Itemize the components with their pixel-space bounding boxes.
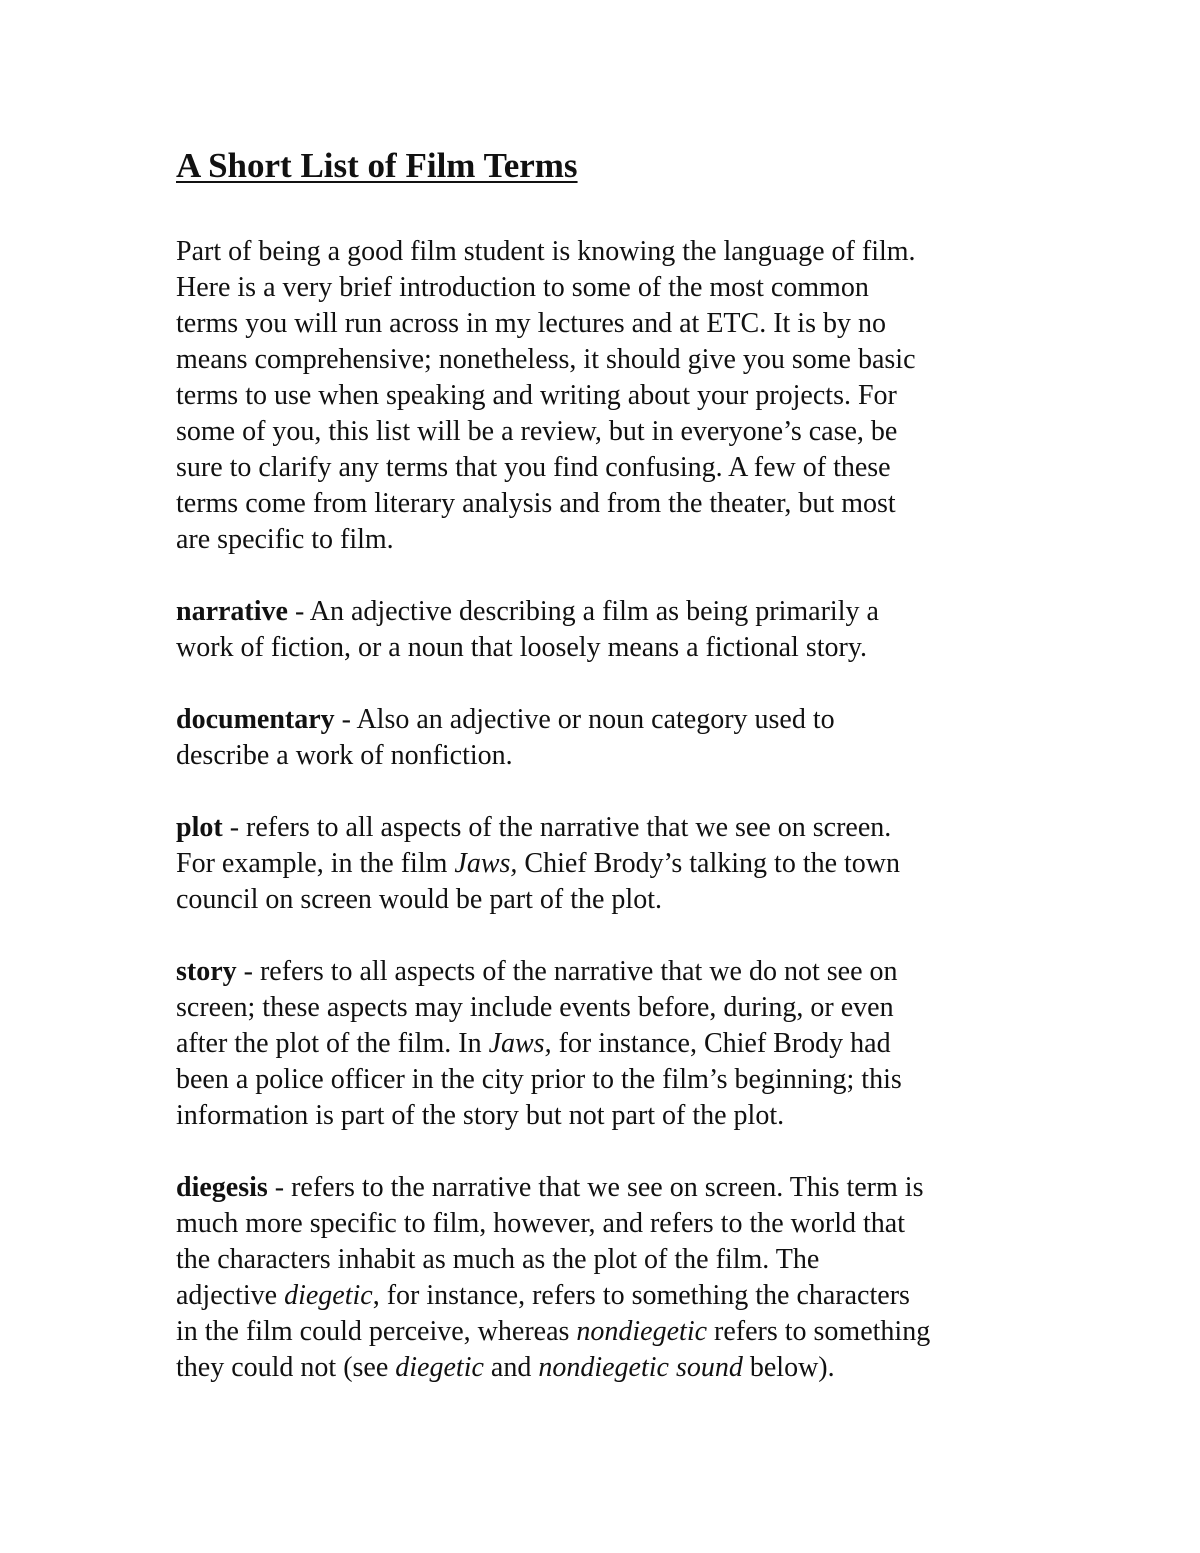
term-name: diegesis [176,1172,268,1203]
italic-title: Jaws, [488,1028,552,1059]
intro-paragraph [176,234,1036,558]
intro-line: terms you will run across in my lectures and at ETC. It is by no [176,308,886,339]
intro-line: Here is a very brief introduction to some of the most common [176,272,869,303]
term-line [176,1278,1036,1314]
intro-line: some of you, this list will be a review, but in everyone’s case, be [176,416,898,447]
text-run: and [483,1352,539,1383]
term-line: the characters inhabit as much as the plot of the film. The [176,1244,820,1275]
intro-line: are specific to film. [176,524,394,555]
italic-term: diegetic [284,1280,373,1311]
term-name: narrative [176,596,288,627]
term-separator: - [236,956,260,987]
term-name: story [176,956,237,987]
term-line [176,1314,1036,1350]
italic-title: Jaws, [454,848,518,879]
intro-line: sure to clarify any terms that you find confusing. A few of these [176,452,891,483]
term-entry-narrative [176,594,1036,666]
term-line [176,702,1036,738]
term-line [176,1350,1036,1386]
text-run: in the film could perceive, whereas [176,1316,577,1347]
term-line [176,1026,1036,1062]
term-line [176,954,1036,990]
term-separator: - [267,1172,292,1203]
italic-term: nondiegetic sound [538,1352,743,1383]
italic-term: nondiegetic [576,1316,708,1347]
term-separator: - [222,812,247,843]
text-run: , for instance, refers to something the characters [372,1280,910,1311]
text-run: adjective [176,1280,285,1311]
term-entry-documentary [176,702,1036,774]
term-name: documentary [176,704,335,735]
text-run: refers to something [707,1316,931,1347]
text-run: For example, in the film [176,848,455,879]
text-run: for instance, Chief Brody had [551,1028,891,1059]
term-line: screen; these aspects may include events before, during, or even [176,992,894,1023]
text-run: below). [742,1352,835,1383]
term-line: been a police officer in the city prior to the film’s beginning; this [176,1064,902,1095]
term-separator: - [287,596,310,627]
term-definition: refers to all aspects of the narrative that we do not see on [259,956,898,987]
text-run: Chief Brody’s talking to the town [517,848,901,879]
term-definition: refers to all aspects of the narrative that we see on screen. [246,812,892,843]
intro-line: terms to use when speaking and writing about your projects. For [176,380,897,411]
term-line: describe a work of nonfiction. [176,740,513,771]
intro-line: Part of being a good film student is knowing the language of film. [176,236,916,267]
intro-line: terms come from literary analysis and from the theater, but most [176,488,896,519]
term-line: information is part of the story but not part of the plot. [176,1100,785,1131]
term-line [176,594,1036,630]
term-line [176,810,1036,846]
term-definition: An adjective describing a film as being primarily a [309,596,879,627]
term-line: much more specific to film, however, and refers to the world that [176,1208,905,1239]
term-entry-story [176,954,1036,1134]
term-name: plot [176,812,223,843]
term-separator: - [334,704,357,735]
intro-line: means comprehensive; nonetheless, it should give you some basic [176,344,916,375]
document-title: A Short List of Film Terms [176,146,578,185]
text-run: after the plot of the film. In [176,1028,489,1059]
term-entry-diegesis [176,1170,1036,1386]
term-entry-plot [176,810,1036,918]
term-definition: Also an adjective or noun category used to [356,704,835,735]
text-run: they could not (see [176,1352,396,1383]
term-line [176,846,1036,882]
term-line: council on screen would be part of the plot. [176,884,662,915]
term-definition: refers to the narrative that we see on screen. This term is [291,1172,924,1203]
italic-term: diegetic [395,1352,484,1383]
term-line [176,1170,1036,1206]
document-page [176,140,1036,1422]
term-line: work of fiction, or a noun that loosely means a fictional story. [176,632,868,663]
